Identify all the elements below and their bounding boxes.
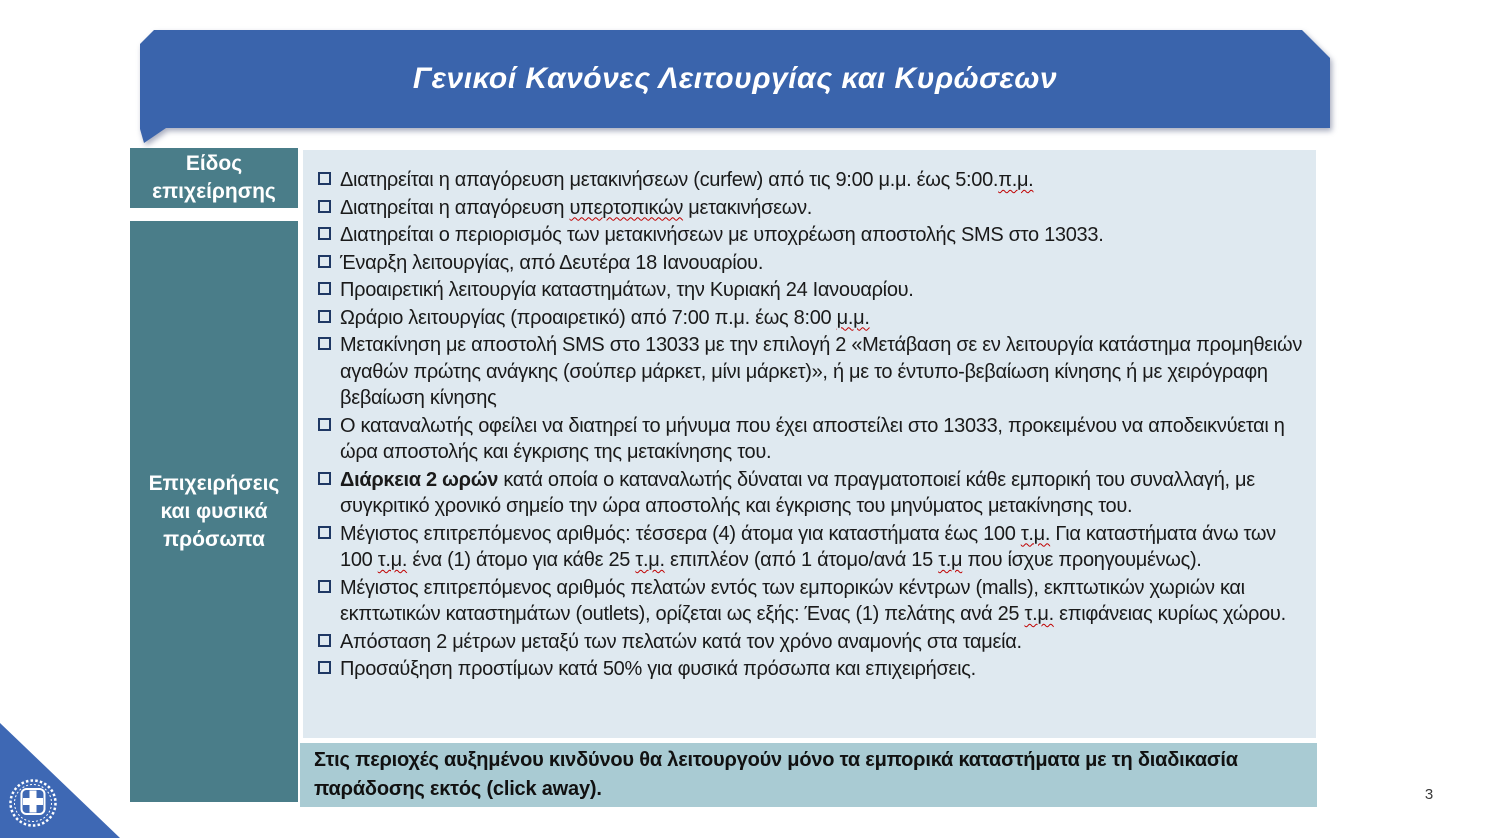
checkbox-bullet-icon: [318, 661, 331, 674]
page-number: 3: [1424, 786, 1434, 803]
corner-decoration: [0, 720, 120, 838]
rules-panel: [303, 150, 1316, 738]
bullet-item: [315, 656, 1308, 683]
bullet-item: [315, 575, 1308, 628]
checkbox-bullet-icon: [318, 255, 331, 268]
checkbox-bullet-icon: [318, 526, 331, 539]
slide-title: Γενικοί Κανόνες Λειτουργίας και Κυρώσεων: [412, 62, 1058, 95]
bullet-item: [315, 250, 1308, 277]
bullet-item: [315, 467, 1308, 520]
footer-note-text: Στις περιοχές αυξημένου κινδύνου θα λειτουργούν μόνο τα εμπορικά καταστήματα με τη διαδικασία παράδοσης εκτός (click away).: [314, 749, 1238, 800]
bullet-item: [315, 629, 1308, 656]
checkbox-bullet-icon: [318, 634, 331, 647]
bullet-item: [315, 521, 1308, 574]
checkbox-bullet-icon: [318, 472, 331, 485]
checkbox-bullet-icon: [318, 282, 331, 295]
sidebar-header-box: [130, 148, 298, 208]
rule-text: Μετακίνηση με αποστολή SMS στο 13033 με την επιλογή 2 «Μετάβαση σε εν λειτουργία κατάστημα προμηθειών αγαθών πρώτης ανάγκης (σούπερ μάρκετ, μίνι μάρκετ)», ή με το έντυπο-βεβαίωση κίνησης ή με χειρόγραφη βεβαίωση κίνησης: [340, 334, 1303, 409]
checkbox-bullet-icon: [318, 580, 331, 593]
bullet-item: [315, 413, 1308, 466]
rule-text: Μέγιστος επιτρεπόμενος αριθμός πελατών εντός των εμπορικών κέντρων (malls), εκπτωτικών χωριών και εκπτωτικών καταστημάτων (outlets), ορίζεται ως εξής: Ένας (1) πελάτης ανά 25 τ.μ. επιφάνειας κυρίως χώρου.: [340, 576, 1286, 625]
checkbox-bullet-icon: [318, 172, 331, 185]
rule-text: Διατηρείται η απαγόρευση μετακινήσεων (curfew) από τις 9:00 μ.μ. έως 5:00.π.μ.: [340, 169, 1034, 191]
bullet-item: [315, 195, 1308, 222]
rule-text: Διατηρείται η απαγόρευση υπερτοπικών μετακινήσεων.: [340, 196, 813, 219]
footer-note-bar: [300, 743, 1317, 807]
bullet-item: [315, 332, 1308, 412]
title-banner: [140, 30, 1330, 143]
rule-text: Ο καταναλωτής οφείλει να διατηρεί το μήνυμα που έχει αποστείλει στο 13033, προκειμένου να αποδεικνύεται η ώρα αποστολής και έγκρισης της μετακίνησης του.: [340, 414, 1285, 463]
rule-text: Προαιρετική λειτουργία καταστημάτων, την Κυριακή 24 Ιανουαρίου.: [340, 279, 914, 301]
rule-text: Προσαύξηση προστίμων κατά 50% για φυσικά πρόσωπα και επιχειρήσεις.: [340, 658, 976, 680]
bullet-item: [315, 305, 1308, 332]
sidebar-header-label: Είδος επιχείρησης: [152, 152, 276, 203]
rule-text: Διάρκεια 2 ωρών κατά οποία ο καταναλωτής δύναται να πραγματοποιεί κάθε εμπορική του συναλλαγή, με συγκριτικό χρονικό σημείο την ώρα αποστολής και έγκρισης του μηνύματος μετακίνησης του.: [340, 468, 1255, 517]
sidebar-category-label: Επιχειρήσεις και φυσικά πρόσωπα: [148, 471, 280, 551]
checkbox-bullet-icon: [318, 310, 331, 323]
rule-text: Ωράριο λειτουργίας (προαιρετικό) από 7:00 π.μ. έως 8:00 μ.μ.: [340, 306, 870, 329]
rule-text: Μέγιστος επιτρεπόμενος αριθμός: τέσσερα (4) άτομα για καταστήματα έως 100 τ.μ. Για καταστήματα άνω των 100 τ.μ. ένα (1) άτομο για κάθε 25 τ.μ. επιπλέον (από 1 άτομο/ανά 15 τ.μ που ίσχυε προηγουμένως).: [340, 522, 1276, 571]
rule-text: Έναρξη λειτουργίας, από Δευτέρα 18 Ιανουαρίου.: [340, 251, 764, 274]
rules-list: [315, 167, 1308, 683]
checkbox-bullet-icon: [318, 227, 331, 240]
bullet-item: [315, 167, 1308, 194]
checkbox-bullet-icon: [318, 418, 331, 431]
sidebar-category-box: [130, 221, 298, 802]
bullet-item: [315, 277, 1308, 304]
bullet-item: [315, 222, 1308, 249]
checkbox-bullet-icon: [318, 337, 331, 350]
checkbox-bullet-icon: [318, 200, 331, 213]
rule-text: Διατηρείται ο περιορισμός των μετακινήσεων με υποχρέωση αποστολής SMS στο 13033.: [340, 224, 1104, 246]
rule-text: Απόσταση 2 μέτρων μεταξύ των πελατών κατά τον χρόνο αναμονής στα ταμεία.: [340, 630, 1022, 653]
government-emblem-icon: [7, 777, 59, 829]
